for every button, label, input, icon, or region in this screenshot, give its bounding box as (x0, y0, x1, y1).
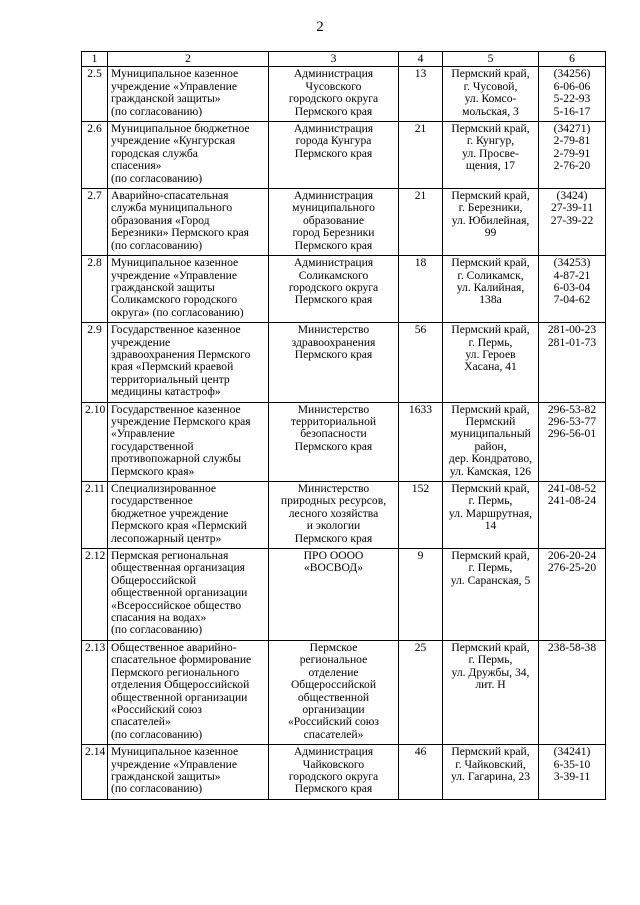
staff-count: 56 (414, 323, 427, 337)
phone-numbers-cell (539, 549, 606, 641)
phone-numbers: (34256) 6-06-06 5-22-93 5-16-17 (553, 67, 591, 118)
organization-name: Государственное казенное учреждение здравоохранения Пермского края «Пермский краевой территориальный центр медицины катастроф» (111, 323, 251, 399)
phone-numbers: 238-58-38 (547, 640, 597, 654)
header-col-5: 5 (443, 52, 539, 67)
row-number: 2.10 (85, 402, 106, 416)
responsible-authority-cell (269, 482, 399, 549)
responsible-authority-cell (269, 402, 399, 481)
responsible-authority: Администрация муниципального образование город Березники Пермского края (292, 189, 375, 252)
organization-name: Общественное аварийно- спасательное формирование Пермского регионального отделения Общероссийской общественной организации «Российский союз спасателей» (по согласованию) (111, 640, 252, 741)
organization-name-cell (108, 122, 269, 189)
row-number-cell (82, 745, 108, 800)
address-cell (443, 67, 539, 122)
organization-name: Муниципальное казенное учреждение «Управление гражданской защиты Соликамского городского округа» (по согласованию) (111, 256, 244, 319)
responsible-authority: Администрация Чайковского городского округа Пермского края (288, 745, 379, 796)
phone-numbers: (3424) 27-39-11 27-39-22 (550, 189, 594, 227)
table-row (82, 402, 606, 481)
address: Пермский край, г. Кунгур, ул. Просве- щения, 17 (451, 122, 530, 173)
staff-count: 25 (414, 640, 427, 654)
organization-name-cell (108, 549, 269, 641)
row-number-cell (82, 256, 108, 323)
staff-count-cell (399, 67, 443, 122)
row-number-cell (82, 122, 108, 189)
staff-count: 18 (414, 256, 427, 270)
table-row (82, 549, 606, 641)
responsible-authority: Администрация Чусовского городского округа Пермского края (288, 67, 379, 118)
address: Пермский край, г. Пермь, ул. Саранская, 5 (450, 549, 531, 587)
row-number-cell (82, 549, 108, 641)
phone-numbers: 281-00-23 281-01-73 (547, 323, 597, 349)
responsible-authority-cell (269, 67, 399, 122)
responsible-authority-cell (269, 323, 399, 402)
header-col-4: 4 (399, 52, 443, 67)
organization-name: Пермская региональная общественная организация Общероссийской общественной организации «Всероссийское общество спасания на водах» (по согласованию) (111, 549, 248, 637)
organization-name: Муниципальное бюджетное учреждение «Кунгурская городская служба спасения» (по согласованию) (111, 122, 250, 185)
phone-numbers-cell (539, 482, 606, 549)
table-row (82, 323, 606, 402)
organization-name-cell (108, 323, 269, 402)
phone-numbers: 206-20-24 276-25-20 (547, 549, 597, 575)
address: Пермский край, г. Пермь, ул. Дружбы, 34, лит. Н (451, 640, 530, 692)
phone-numbers: 241-08-52 241-08-24 (547, 482, 597, 508)
responsible-authority: Администрация города Кунгура Пермского края (293, 122, 374, 160)
row-number: 2.13 (85, 640, 106, 654)
responsible-authority-cell (269, 745, 399, 800)
responsible-authority: Министерство здравоохранения Пермского края (291, 323, 376, 361)
staff-count-cell (399, 122, 443, 189)
phone-numbers: (34271) 2-79-81 2-79-91 2-76-20 (553, 122, 591, 173)
row-number: 2.12 (85, 549, 106, 563)
table-row (82, 122, 606, 189)
row-number: 2.11 (85, 482, 105, 495)
table-row (82, 67, 606, 122)
row-number: 2.6 (87, 122, 102, 136)
phone-numbers-cell (539, 402, 606, 481)
responsible-authority-cell (269, 122, 399, 189)
row-number-cell (82, 189, 108, 256)
row-number-cell (82, 67, 108, 122)
row-number: 2.8 (87, 256, 102, 270)
staff-count-cell (399, 323, 443, 402)
phone-numbers: (34253) 4-87-21 6-03-04 7-04-62 (553, 256, 591, 307)
table-row (82, 640, 606, 744)
organization-name-cell (108, 745, 269, 800)
row-number-cell (82, 402, 108, 481)
organization-name-cell (108, 482, 269, 549)
table-body (82, 52, 606, 800)
phone-numbers-cell (539, 67, 606, 122)
responsible-authority: Пермское региональное отделение Общероссийской общественной организации «Российский союз спасателей» (287, 640, 379, 741)
responsible-authority-cell (269, 640, 399, 744)
address-cell (443, 256, 539, 323)
organization-name-cell (108, 189, 269, 256)
organization-name: Государственное казенное учреждение Пермского края «Управление государственной противопожарной службы Пермского края» (111, 402, 251, 478)
address: Пермский край, г. Чусовой, ул. Комсо- мольская, 3 (451, 67, 530, 118)
staff-count: 46 (414, 745, 427, 759)
header-col-6: 6 (539, 52, 606, 67)
address-cell (443, 549, 539, 641)
address: Пермский край, г. Березники, ул. Юбилейная, 99 (451, 189, 530, 240)
staff-count: 9 (417, 549, 424, 563)
header-col-1: 1 (82, 52, 108, 67)
row-number: 2.9 (87, 323, 102, 337)
table-header-row (82, 52, 606, 67)
address-cell (443, 482, 539, 549)
row-number-cell (82, 640, 108, 744)
staff-count-cell (399, 482, 443, 549)
organization-name-cell (108, 640, 269, 744)
address: Пермский край, г. Соликамск, ул. Калийная, 138а (451, 256, 530, 307)
row-number: 2.7 (87, 189, 102, 203)
row-number-cell (82, 482, 108, 549)
organization-name: Муниципальное казенное учреждение «Управление гражданской защиты» (по согласованию) (111, 67, 239, 118)
responsible-authority-cell (269, 549, 399, 641)
phone-numbers-cell (539, 323, 606, 402)
staff-count-cell (399, 256, 443, 323)
row-number: 2.14 (85, 745, 106, 759)
address-cell (443, 640, 539, 744)
table-row (82, 745, 606, 800)
address-cell (443, 745, 539, 800)
staff-count-cell (399, 189, 443, 256)
staff-count: 13 (414, 67, 427, 81)
staff-count-cell (399, 640, 443, 744)
address: Пермский край, Пермский муниципальный район, дер. Кондратово, ул. Камская, 126 (448, 402, 533, 478)
row-number: 2.5 (87, 67, 102, 81)
organization-name-cell (108, 256, 269, 323)
staff-count-cell (399, 402, 443, 481)
address: Пермский край, г. Пермь, ул. Маршрутная, 14 (448, 482, 533, 533)
phone-numbers-cell (539, 189, 606, 256)
responsible-authority: Администрация Соликамского городского округа Пермского края (288, 256, 379, 307)
row-number-cell (82, 323, 108, 402)
organization-name-cell (108, 67, 269, 122)
organization-name: Специализированное государственное бюджетное учреждение Пермского края «Пермский лесопожарный центр» (111, 482, 247, 545)
staff-count: 21 (414, 189, 427, 203)
phone-numbers-cell (539, 256, 606, 323)
staff-count-cell (399, 549, 443, 641)
phone-numbers-cell (539, 122, 606, 189)
address: Пермский край, г. Пермь, ул. Героев Хасана, 41 (451, 323, 530, 374)
responsible-authority: Министерство территориальной безопасности Пермского края (290, 402, 377, 453)
responsible-authority: Министерство природных ресурсов, лесного хозяйства и экологии Пермского края (280, 482, 387, 545)
address-cell (443, 189, 539, 256)
staff-count: 1633 (408, 402, 433, 416)
staff-count-cell (399, 745, 443, 800)
address: Пермский край, г. Чайковский, ул. Гагарина, 23 (450, 745, 531, 783)
staff-count: 21 (414, 122, 427, 136)
responsible-authority-cell (269, 189, 399, 256)
responsible-authority: ПРО ОООО «ВОСВОД» (303, 549, 364, 575)
organization-name-cell (108, 402, 269, 481)
staff-count: 152 (411, 482, 430, 495)
table-row (82, 256, 606, 323)
address-cell (443, 402, 539, 481)
table-row (82, 482, 606, 549)
header-col-3: 3 (269, 52, 399, 67)
responsible-authority-cell (269, 256, 399, 323)
page-number: 2 (316, 19, 324, 35)
phone-numbers-cell (539, 745, 606, 800)
organizations-table (81, 51, 606, 800)
header-col-2: 2 (108, 52, 269, 67)
organization-name: Аварийно-спасательная служба муниципального образования «Город Березники» Пермского края (по согласованию) (111, 189, 249, 252)
address-cell (443, 122, 539, 189)
phone-numbers-cell (539, 640, 606, 744)
phone-numbers: (34241) 6-35-10 3-39-11 (553, 745, 591, 783)
organization-name: Муниципальное казенное учреждение «Управление гражданской защиты» (по согласованию) (111, 745, 239, 796)
address-cell (443, 323, 539, 402)
table-row (82, 189, 606, 256)
phone-numbers: 296-53-82 296-53-77 296-56-01 (547, 402, 597, 441)
